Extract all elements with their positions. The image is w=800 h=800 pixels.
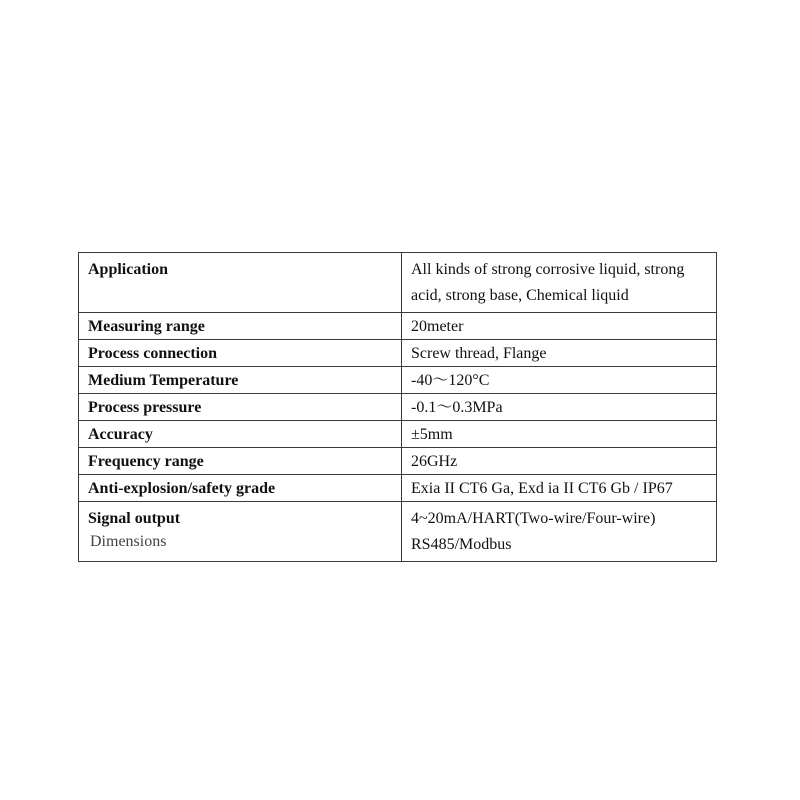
table-row-accuracy [79, 421, 717, 448]
row-value-frequency-range: 26GHz [402, 448, 717, 475]
row-label-process-connection: Process connection [79, 340, 402, 367]
row-label-signal-output: Signal output [79, 502, 402, 562]
table-row-process-connection [79, 340, 717, 367]
row-label-frequency-range: Frequency range [79, 448, 402, 475]
value-line: All kinds of strong corrosive liquid, strong [411, 261, 685, 278]
row-value-process-pressure: -0.1～0.3MPa [402, 394, 717, 421]
row-value-signal-output [402, 502, 717, 562]
table-row-measuring-range [79, 313, 717, 340]
cut-off-heading-text: Dimensions [90, 533, 167, 550]
row-value-medium-temperature: -40～120°C [402, 367, 717, 394]
row-label-safety-grade: Anti-explosion/safety grade [79, 475, 402, 502]
row-value-accuracy: ±5mm [402, 421, 717, 448]
row-value-measuring-range: 20meter [402, 313, 717, 340]
table-row-medium-temperature [79, 367, 717, 394]
specification-table [78, 252, 717, 562]
row-value-application [402, 253, 717, 313]
value-line: RS485/Modbus [411, 536, 512, 553]
row-value-process-connection: Screw thread, Flange [402, 340, 717, 367]
table-row-application [79, 253, 717, 313]
table-row-frequency-range [79, 448, 717, 475]
value-line: acid, strong base, Chemical liquid [411, 287, 629, 304]
row-label-process-pressure: Process pressure [79, 394, 402, 421]
row-label-application: Application [79, 253, 402, 313]
table-row-process-pressure [79, 394, 717, 421]
value-line: 4~20mA/HART(Two-wire/Four-wire) [411, 510, 656, 527]
cut-off-heading [90, 533, 167, 552]
row-label-medium-temperature: Medium Temperature [79, 367, 402, 394]
table-row-signal-output [79, 502, 717, 562]
row-label-measuring-range: Measuring range [79, 313, 402, 340]
row-label-accuracy: Accuracy [79, 421, 402, 448]
row-value-safety-grade: Exia II CT6 Ga, Exd ia II CT6 Gb / IP67 [402, 475, 717, 502]
table-row-safety-grade [79, 475, 717, 502]
